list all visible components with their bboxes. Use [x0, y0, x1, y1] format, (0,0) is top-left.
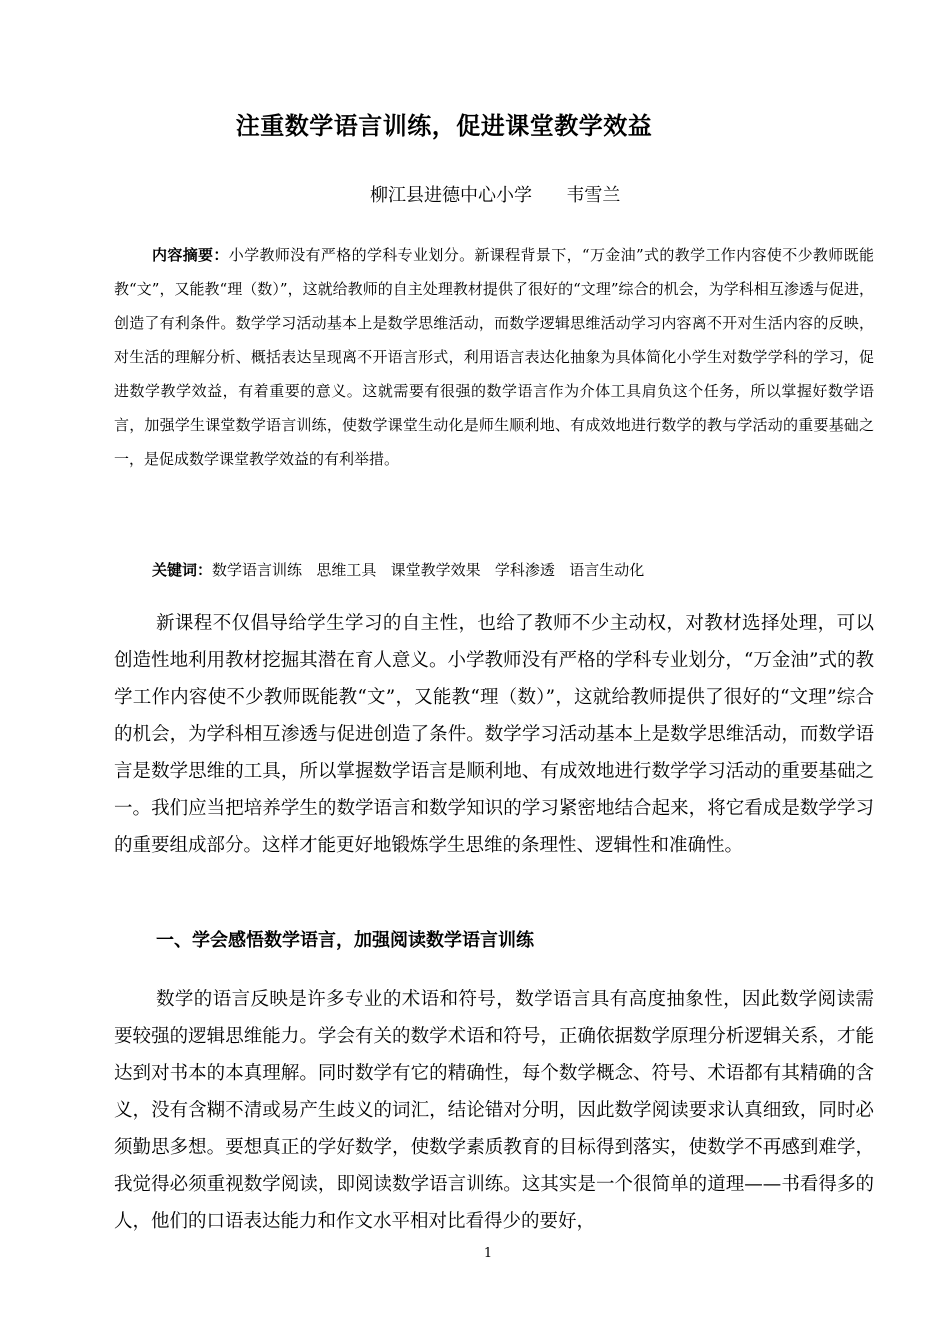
author-line: 柳江县进德中心小学 韦雪兰	[370, 185, 621, 206]
section-heading: 一、学会感悟数学语言，加强阅读数学语言训练	[156, 930, 534, 951]
body-paragraph-1: 新课程不仅倡导给学生学习的自主性，也给了教师不少主动权，对教材选择处理，可以创造性地利用教材挖掘其潜在育人意义。小学教师没有严格的学科专业划分，“万金油”式的教学工作内容使不少教师既能教“文”，又能教“理（数）”，这就给教师提供了很好的“文理”综合的机会，为学科相互渗透与促进创造了条件。数学学习活动基本上是数学思维活动，而数学语言是数学思维的工具，所以掌握数学语言是顺利地、有成效地进行数学学习活动的重要基础之一。我们应当把培养学生的数学语言和数学知识的学习紧密地结合起来，将它看成是数学学习的重要组成部分。这样才能更好地锻炼学生思维的条理性、逻辑性和准确性。	[114, 613, 874, 856]
abstract	[114, 238, 874, 476]
abstract-text: 小学教师没有严格的学科专业划分。新课程背景下，“万金油”式的教学工作内容使不少教师既能教“文”，又能教“理（数）”，这就给教师的自主处理教材提供了很好的“文理”综合的机会，为学科相互渗透与促进，创造了有利条件。数学学习活动基本上是数学思维活动，而数学逻辑思维活动学习内容离不开对生活内容的反映，对生活的理解分析、概括表达呈现离不开语言形式，利用语言表达化抽象为具体简化小学生对数学学科的学习，促进数学教学效益，有着重要的意义。这就需要有很强的数学语言作为介体工具肩负这个任务，所以掌握好数学语言，加强学生课堂数学语言训练，使数学课堂生动化是师生顺利地、有成效地进行数学的教与学活动的重要基础之一，是促成数学课堂教学效益的有利举措。	[114, 246, 874, 468]
page-number: 1	[483, 1246, 493, 1261]
keywords-label: 关键词：	[152, 561, 213, 579]
keywords-text: 数学语言训练 思维工具 课堂教学效果 学科渗透 语言生动化	[212, 561, 645, 579]
body-paragraph-2: 数学的语言反映是许多专业的术语和符号，数学语言具有高度抽象性，因此数学阅读需要较强的逻辑思维能力。学会有关的数学术语和符号，正确依据数学原理分析逻辑关系，才能达到对书本的本真理解。同时数学有它的精确性，每个数学概念、符号、术语都有其精确的含义，没有含糊不清或易产生歧义的词汇，结论错对分明，因此数学阅读要求认真细致，同时必须勤思多想。要想真正的学好数学，使数学素质教育的目标得到落实，使数学不再感到难学，我觉得必须重视数学阅读，即阅读数学语言训练。这其实是一个很简单的道理——书看得多的人，他们的口语表达能力和作文水平相对比看得少的要好，	[114, 989, 874, 1232]
document-title: 注重数学语言训练，促进课堂教学效益	[235, 112, 653, 140]
abstract-label: 内容摘要：	[152, 246, 229, 264]
keywords	[152, 556, 872, 584]
